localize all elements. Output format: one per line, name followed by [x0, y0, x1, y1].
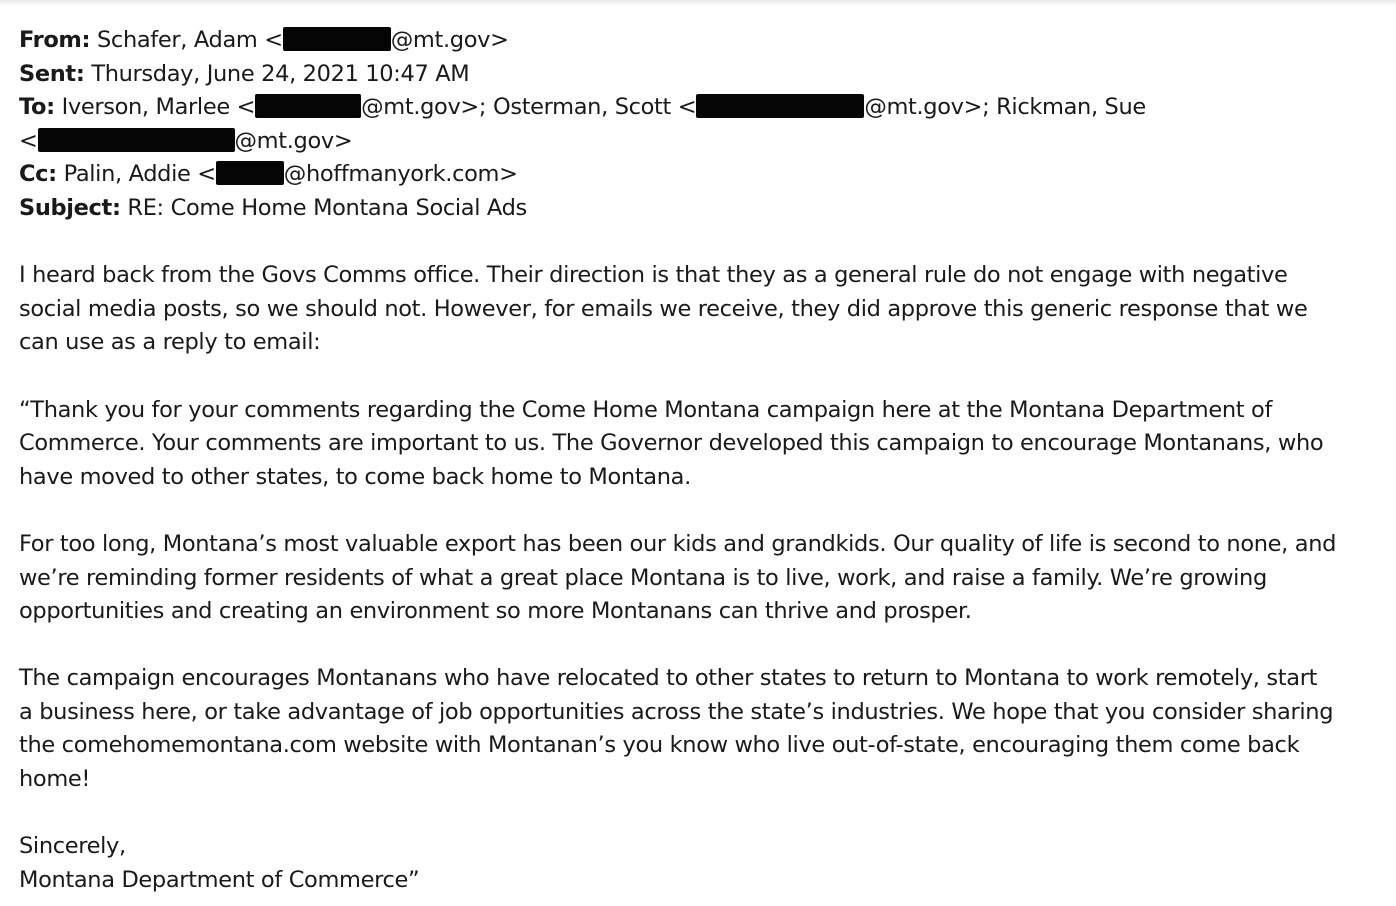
to-label: To: [19, 94, 55, 121]
spacer [19, 360, 1384, 394]
redaction-block [38, 128, 235, 152]
page-top-edge [0, 0, 1396, 6]
body-line: social media posts, so we should not. However, for emails we receive, they did approve this generic response that we [19, 295, 1308, 322]
body-line: can use as a reply to email: [19, 329, 321, 356]
header-sent [19, 58, 1384, 92]
cc-domain: @hoffmanyork.com> [283, 161, 518, 188]
subject-value: RE: Come Home Montana Social Ads [127, 194, 527, 221]
redaction-block [255, 94, 361, 118]
spacer [19, 226, 1384, 260]
email-document [19, 24, 1384, 897]
header-to-continued [19, 125, 1384, 159]
body-paragraph-2 [19, 394, 1384, 495]
body-line: we’re reminding former residents of what a great place Montana is to live, work, and raise a family. We’re growing [19, 564, 1267, 591]
body-paragraph-3 [19, 528, 1384, 629]
body-line: Commerce. Your comments are important to us. The Governor developed this campaign to encourage Montanans, who [19, 430, 1324, 457]
to-name-1: Iverson, Marlee < [61, 94, 256, 121]
from-label: From: [19, 27, 91, 53]
closing-line: Sincerely, [19, 833, 126, 860]
to-line2-open: < [19, 127, 38, 154]
body-line: For too long, Montana’s most valuable export has been our kids and grandkids. Our quality of life is second to none, and [19, 530, 1337, 557]
body-paragraph-4 [19, 662, 1384, 796]
header-from [19, 24, 1384, 58]
sent-value: Thursday, June 24, 2021 10:47 AM [91, 60, 470, 87]
body-paragraph-1 [19, 259, 1384, 360]
subject-label: Subject: [19, 194, 121, 221]
body-line: a business here, or take advantage of job opportunities across the state’s industries. We hope that you consider sharing [19, 698, 1334, 725]
spacer [19, 797, 1384, 831]
to-domain-2: @mt.gov>; Rickman, Sue [864, 94, 1146, 121]
body-line: “Thank you for your comments regarding the Come Home Montana campaign here at the Montana Department of [19, 396, 1273, 423]
body-line: the comehomemontana.com website with Montanan’s you know who live out-of-state, encouraging them come back [19, 732, 1300, 759]
body-line: home! [19, 766, 91, 793]
spacer [19, 494, 1384, 528]
cc-label: Cc: [19, 161, 57, 188]
body-line: The campaign encourages Montanans who have relocated to other states to return to Montana to work remotely, start [19, 665, 1318, 692]
header-to [19, 91, 1384, 125]
redaction-block [283, 27, 391, 51]
to-domain-3: @mt.gov> [234, 127, 353, 154]
spacer [19, 629, 1384, 663]
to-domain-1: @mt.gov>; Osterman, Scott < [361, 94, 697, 121]
sent-label: Sent: [19, 60, 85, 87]
body-line: opportunities and creating an environment so more Montanans can thrive and prosper. [19, 598, 972, 625]
header-subject [19, 192, 1384, 226]
closing-signature: Montana Department of Commerce” [19, 866, 420, 893]
from-domain: @mt.gov> [390, 27, 509, 53]
header-cc [19, 158, 1384, 192]
closing [19, 830, 1384, 897]
redaction-block [216, 161, 284, 185]
from-name: Schafer, Adam < [97, 27, 283, 53]
body-line: I heard back from the Govs Comms office. Their direction is that they as a general rule do not engage with negative [19, 262, 1288, 289]
redaction-block [696, 94, 864, 118]
body-line: have moved to other states, to come back home to Montana. [19, 463, 691, 490]
cc-name: Palin, Addie < [63, 161, 216, 188]
